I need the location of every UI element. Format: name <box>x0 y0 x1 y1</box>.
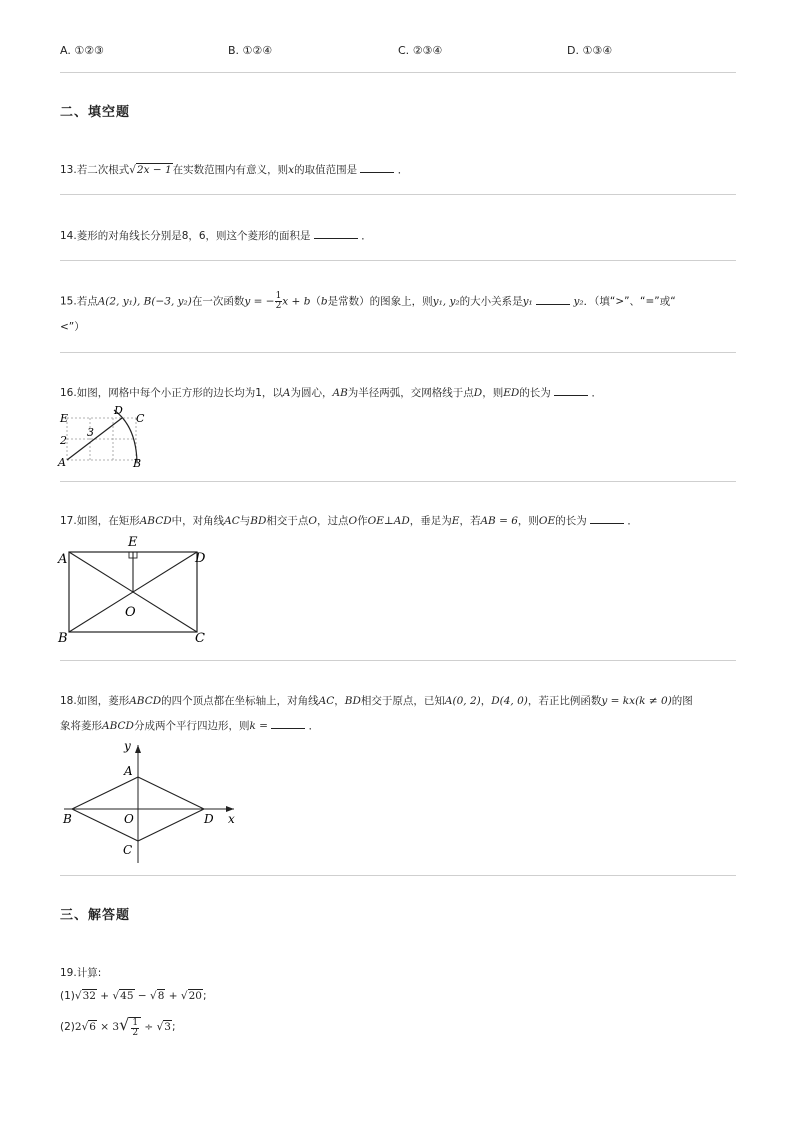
label-d: D <box>114 404 123 417</box>
label-e: E <box>60 412 69 425</box>
label-3: 3 <box>87 426 94 439</box>
divider <box>60 260 736 261</box>
answer-blank[interactable] <box>314 228 358 239</box>
label-d: D <box>195 551 206 566</box>
label-b: B <box>133 457 142 470</box>
option-a: A. ①②③ <box>60 44 104 57</box>
label-c: C <box>123 843 133 857</box>
divider <box>60 660 736 661</box>
label-b: B <box>58 631 68 646</box>
divider <box>60 875 736 876</box>
divider <box>60 352 736 353</box>
label-a: A <box>58 552 68 567</box>
question-15-line2: <”） <box>60 321 85 333</box>
question-19-title: 19.计算: <box>60 967 102 979</box>
answer-blank[interactable] <box>536 294 570 305</box>
question-17: 17.如图，在矩形ABCD中，对角线AC与BD相交于点O，过点O作OE⊥AD，垂足为E，若AB = 6，则OE的长为 ． <box>60 515 638 527</box>
label-o: O <box>125 605 136 620</box>
label-x: x <box>228 812 235 826</box>
label-a: A <box>124 764 133 778</box>
label-o: O <box>124 812 134 826</box>
rectangle-figure <box>56 532 212 648</box>
question-18-line2: 象将菱形ABCD分成两个平行四边形，则k = ． <box>60 720 320 732</box>
rhombus-axis-figure <box>56 737 246 867</box>
question-18: 18.如图，菱形ABCD的四个顶点都在坐标轴上，对角线AC，BD相交于原点，已知A(0, 2)，D(4, 0)，若正比例函数y = kx(k ≠ 0)的图 <box>60 695 693 707</box>
label-a: A <box>58 456 66 469</box>
question-14: 14.菱形的对角线长分别是8，6，则这个菱形的面积是 ． <box>60 230 372 242</box>
answer-blank[interactable] <box>271 718 305 729</box>
label-b: B <box>63 812 72 826</box>
question-15: 15.若点A(2, y₁), B(−3, y₂)在一次函数y = − $\frac{1}{2}$ x + b（b是常数）的图象上，则y₁, y₂的大小关系是y₁ y₂．（填“>”、“=”或“ <box>60 291 676 311</box>
question-19-part1: (1)√32 + √45 − √8 + √20; <box>60 990 207 1002</box>
answer-blank[interactable] <box>360 162 394 173</box>
label-c: C <box>195 631 205 646</box>
label-y: y <box>124 739 131 753</box>
answer-blank[interactable] <box>590 513 624 524</box>
grid-arc-figure <box>56 404 156 470</box>
answer-blank[interactable] <box>554 385 588 396</box>
divider <box>60 194 736 195</box>
question-16: 16.如图，网格中每个小正方形的边长均为1，以A为圆心，AB为半径两弧，交网格线于点D，则ED的长为 ． <box>60 387 602 399</box>
divider <box>60 481 736 482</box>
label-c: C <box>136 412 145 425</box>
option-c: C. ②③④ <box>398 44 443 57</box>
section-title-solve: 三、解答题 <box>60 908 131 923</box>
option-b: B. ①②④ <box>228 44 273 57</box>
question-13: 13.若二次根式√2x − 1在实数范围内有意义，则x的取值范围是 ． <box>60 164 409 176</box>
divider <box>60 72 736 73</box>
label-2: 2 <box>60 434 67 447</box>
section-title-fill: 二、填空题 <box>60 105 131 120</box>
question-19-part2: (2)2√6 × 3√ $\frac{1}{2}$ ÷ √3; <box>60 1015 176 1038</box>
label-e: E <box>128 535 138 550</box>
option-d: D. ①③④ <box>567 44 613 57</box>
label-d: D <box>204 812 214 826</box>
